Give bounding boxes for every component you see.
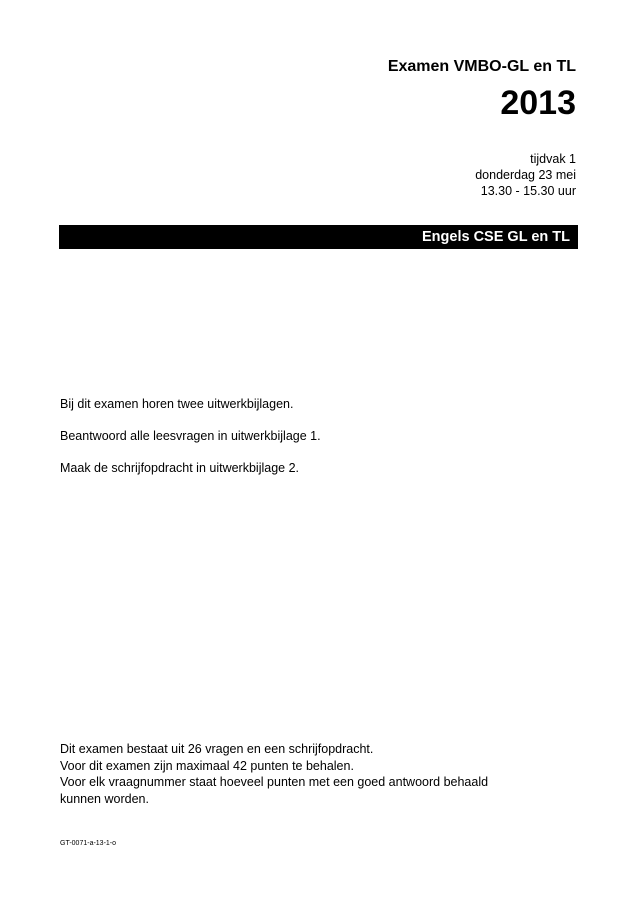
exam-year: 2013 (500, 84, 576, 122)
subject-bar (59, 225, 578, 249)
instruction-line: Bij dit examen horen twee uitwerkbijlagen. (60, 397, 294, 411)
document-code: GT-0071-a-13-1-o (60, 840, 117, 847)
info-line: Voor dit examen zijn maximaal 42 punten te behalen. (60, 758, 354, 773)
intro-instructions (60, 396, 321, 492)
exam-title: Examen VMBO-GL en TL (387, 58, 576, 75)
info-line: Dit examen bestaat uit 26 vragen en een schrijfopdracht. (60, 742, 374, 756)
info-line: kunnen worden. (60, 791, 149, 806)
info-line: Voor elk vraagnummer staat hoeveel punten met een goed antwoord behaald (60, 775, 489, 789)
session-time: 13.30 - 15.30 uur (480, 184, 576, 198)
session-date: donderdag 23 mei (475, 168, 576, 182)
instruction-line: Beantwoord alle leesvragen in uitwerkbijlage 1. (60, 429, 321, 443)
session-period: tijdvak 1 (530, 152, 576, 166)
subject-label: Engels CSE GL en TL (422, 229, 570, 245)
session-info (475, 151, 576, 199)
exam-info (60, 741, 488, 807)
instruction-line: Maak de schrijfopdracht in uitwerkbijlage 2. (60, 461, 300, 475)
